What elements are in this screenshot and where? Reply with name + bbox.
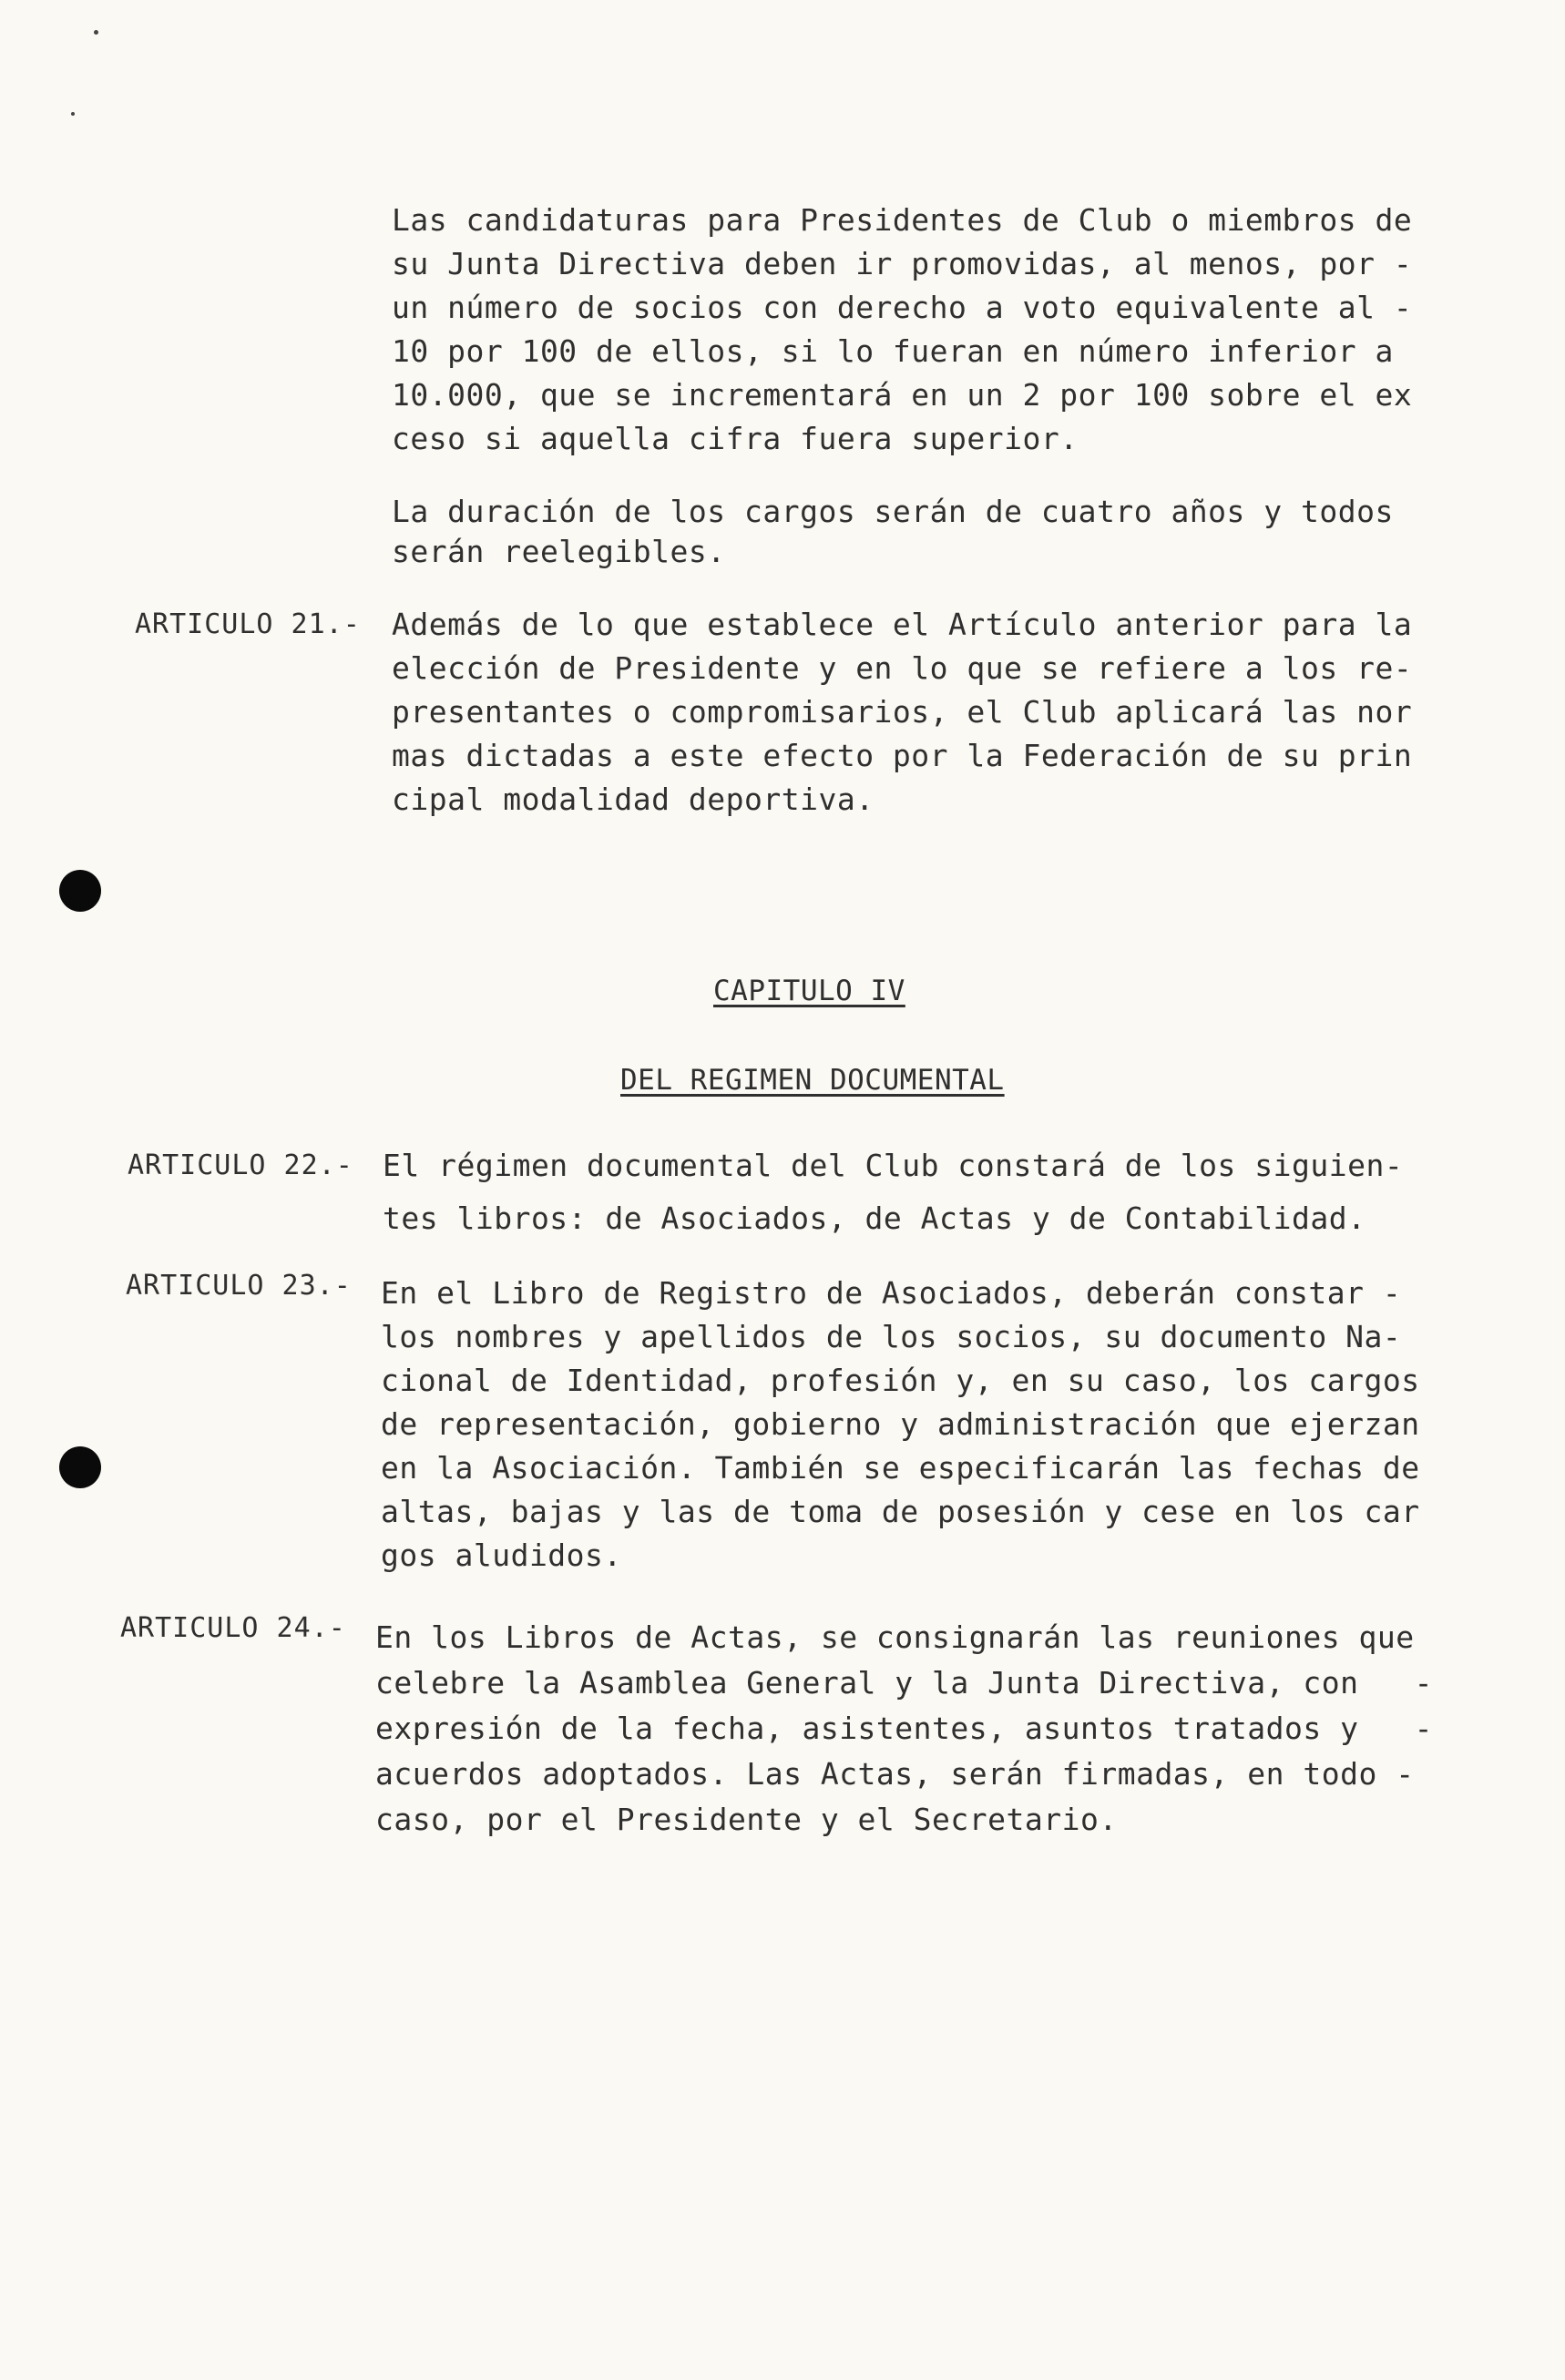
article-label: ARTICULO 23.- (126, 1270, 352, 1302)
punch-hole (59, 1446, 101, 1488)
chapter-subtitle: DEL REGIMEN DOCUMENTAL (620, 1064, 1005, 1097)
article-line: de representación, gobierno y administración que ejerzan (381, 1406, 1420, 1442)
article-line: En los Libros de Actas, se consignarán las reuniones que (375, 1619, 1415, 1655)
article-line: expresión de la fecha, asistentes, asuntos tratados y - (375, 1711, 1433, 1746)
article-line: cional de Identidad, profesión y, en su caso, los cargos (381, 1363, 1420, 1398)
article-label: ARTICULO 22.- (128, 1149, 353, 1181)
article-line: mas dictadas a este efecto por la Federación de su prin (392, 738, 1413, 773)
article-line: presentantes o compromisarios, el Club aplicará las nor (392, 694, 1413, 730)
chapter-title: CAPITULO IV (713, 975, 905, 1007)
article-line: altas, bajas y las de toma de posesión y cese en los car (381, 1494, 1420, 1529)
article-line: cipal modalidad deportiva. (392, 781, 875, 817)
punch-hole (59, 870, 101, 912)
article-line: En el Libro de Registro de Asociados, deberán constar - (381, 1275, 1402, 1311)
article-label: ARTICULO 24.- (120, 1612, 346, 1644)
ink-speck (71, 112, 75, 116)
article-line: Además de lo que establece el Artículo anterior para la (392, 607, 1413, 642)
article-line: los nombres y apellidos de los socios, su documento Na- (381, 1319, 1402, 1354)
paragraph-line: su Junta Directiva deben ir promovidas, al menos, por - (392, 246, 1413, 281)
paragraph-line: un número de socios con derecho a voto equivalente al - (392, 290, 1413, 325)
article-line: acuerdos adoptados. Las Actas, serán firmadas, en todo - (375, 1756, 1415, 1792)
article-label: ARTICULO 21.- (135, 608, 361, 640)
article-line: elección de Presidente y en lo que se refiere a los re- (392, 650, 1413, 686)
paragraph-line: Las candidaturas para Presidentes de Club o miembros de (392, 202, 1413, 238)
paragraph-line: 10 por 100 de ellos, si lo fueran en número inferior a (392, 333, 1394, 369)
article-line: caso, por el Presidente y el Secretario. (375, 1802, 1118, 1837)
article-line: gos aludidos. (381, 1537, 622, 1573)
paragraph-line: serán reelegibles. (392, 534, 726, 569)
paragraph-line: 10.000, que se incrementará en un 2 por 100 sobre el ex (392, 377, 1413, 413)
article-line: tes libros: de Asociados, de Actas y de Contabilidad. (383, 1200, 1366, 1236)
article-line: El régimen documental del Club constará de los siguien- (383, 1148, 1404, 1183)
ink-speck (94, 30, 98, 35)
paragraph-line: ceso si aquella cifra fuera superior. (392, 421, 1079, 456)
paragraph-line: La duración de los cargos serán de cuatro años y todos (392, 494, 1394, 529)
article-line: en la Asociación. También se especificarán las fechas de (381, 1450, 1420, 1486)
article-line: celebre la Asamblea General y la Junta Directiva, con - (375, 1665, 1433, 1701)
